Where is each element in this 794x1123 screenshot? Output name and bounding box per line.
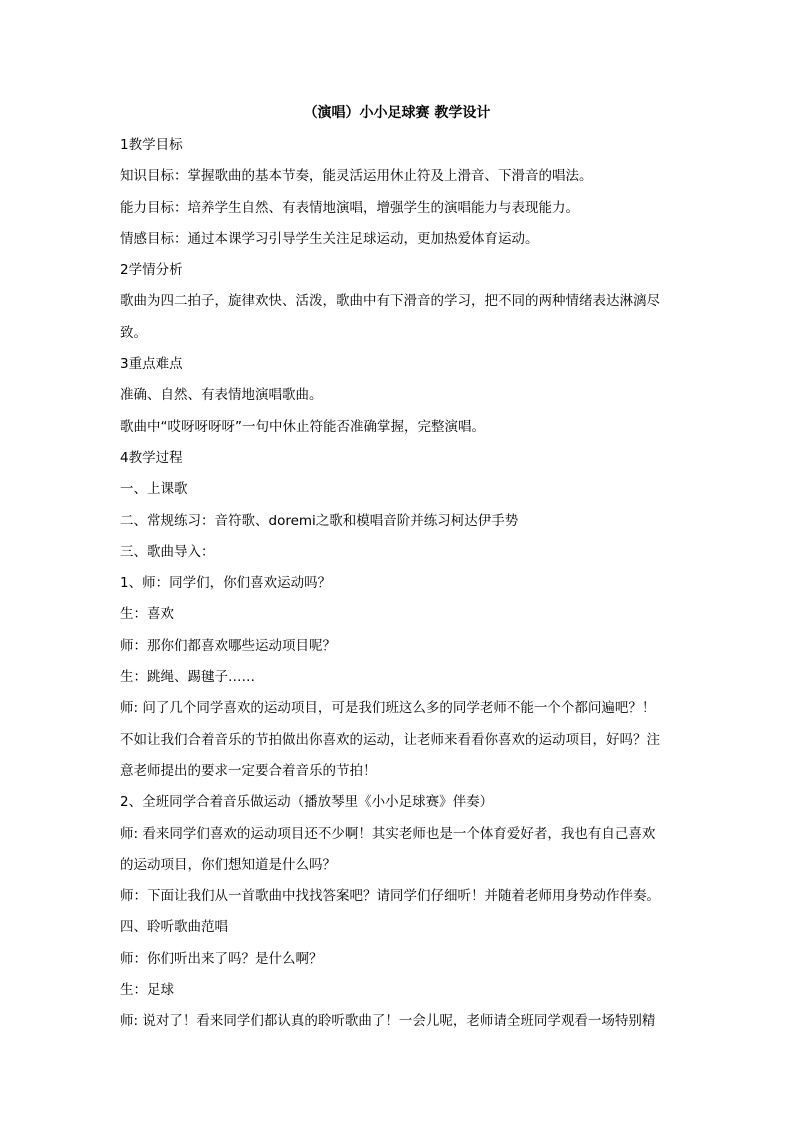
section-heading-key-points: 3重点难点 bbox=[120, 356, 183, 373]
paragraph-line: 师: 看来同学们喜欢的运动项目还不少啊！其实老师也是一个体育爱好者，我也有自己喜欢 bbox=[120, 825, 656, 842]
paragraph-line: 歌曲为四二拍子，旋律欢快、活泼，歌曲中有下滑音的学习，把不同的两种情绪表达淋漓尽 bbox=[120, 293, 660, 310]
paragraph-line: 1、师：同学们，你们喜欢运动吗？ bbox=[120, 575, 332, 592]
paragraph-line: 二、常规练习：音符歌、doremi之歌和模唱音阶并练习柯达伊手势 bbox=[120, 512, 519, 529]
paragraph-line: 准确、自然、有表情地演唱歌曲。 bbox=[120, 387, 323, 404]
document-body bbox=[120, 132, 680, 1040]
paragraph-line: 情感目标：通过本课学习引导学生关注足球运动，更加热爱体育运动。 bbox=[120, 230, 539, 247]
section-heading-student-analysis: 2学情分析 bbox=[120, 262, 183, 279]
section-heading-process: 4教学过程 bbox=[120, 449, 183, 466]
section-heading-objectives: 1教学目标 bbox=[120, 137, 183, 153]
paragraph-line: 歌曲中“哎呀呀呀呀”一句中休止符能否准确掌握，完整演唱。 bbox=[120, 418, 485, 435]
paragraph-line: 致。 bbox=[120, 324, 147, 341]
paragraph-line: 生：跳绳、踢毽子…… bbox=[120, 669, 255, 686]
document-title: （演唱）小小足球赛 教学设计 bbox=[303, 105, 491, 121]
paragraph-line: 生：喜欢 bbox=[120, 606, 174, 623]
paragraph-line: 师：你们听出来了吗？是什么啊？ bbox=[120, 950, 323, 967]
paragraph-line: 意老师提出的要求一定要合着音乐的节拍！ bbox=[120, 762, 377, 779]
paragraph-line: 2、全班同学合着音乐做运动（播放琴里《小小足球赛》伴奏） bbox=[120, 794, 494, 811]
paragraph-line: 师：下面让我们从一首歌曲中找找答案吧？请同学们仔细听！并随着老师用身势动作伴奏。 bbox=[120, 888, 660, 905]
paragraph-line: 三、歌曲导入： bbox=[120, 543, 215, 560]
paragraph-line: 生：足球 bbox=[120, 982, 174, 999]
paragraph-line: 师: 问了几个同学喜欢的运动项目，可是我们班这么多的同学老师不能一个个都问遍吧？！ bbox=[120, 700, 656, 717]
paragraph-line: 知识目标：掌握歌曲的基本节奏，能灵活运用休止符及上滑音、下滑音的唱法。 bbox=[120, 168, 593, 185]
paragraph-line: 师: 说对了！看来同学们都认真的聆听歌曲了！一会儿呢，老师请全班同学观看一场特别精 bbox=[120, 1013, 656, 1030]
paragraph-line: 能力目标：培养学生自然、有表情地演唱，增强学生的演唱能力与表现能力。 bbox=[120, 199, 579, 216]
paragraph-line: 一、上课歌 bbox=[120, 481, 188, 498]
paragraph-line: 四、聆听歌曲范唱 bbox=[120, 919, 228, 936]
paragraph-line: 师：那你们都喜欢哪些运动项目呢？ bbox=[120, 637, 336, 654]
paragraph-line: 不如让我们合着音乐的节拍做出你喜欢的运动，让老师来看看你喜欢的运动项目，好吗？注 bbox=[120, 731, 660, 748]
paragraph-line: 的运动项目，你们想知道是什么吗？ bbox=[120, 856, 336, 873]
